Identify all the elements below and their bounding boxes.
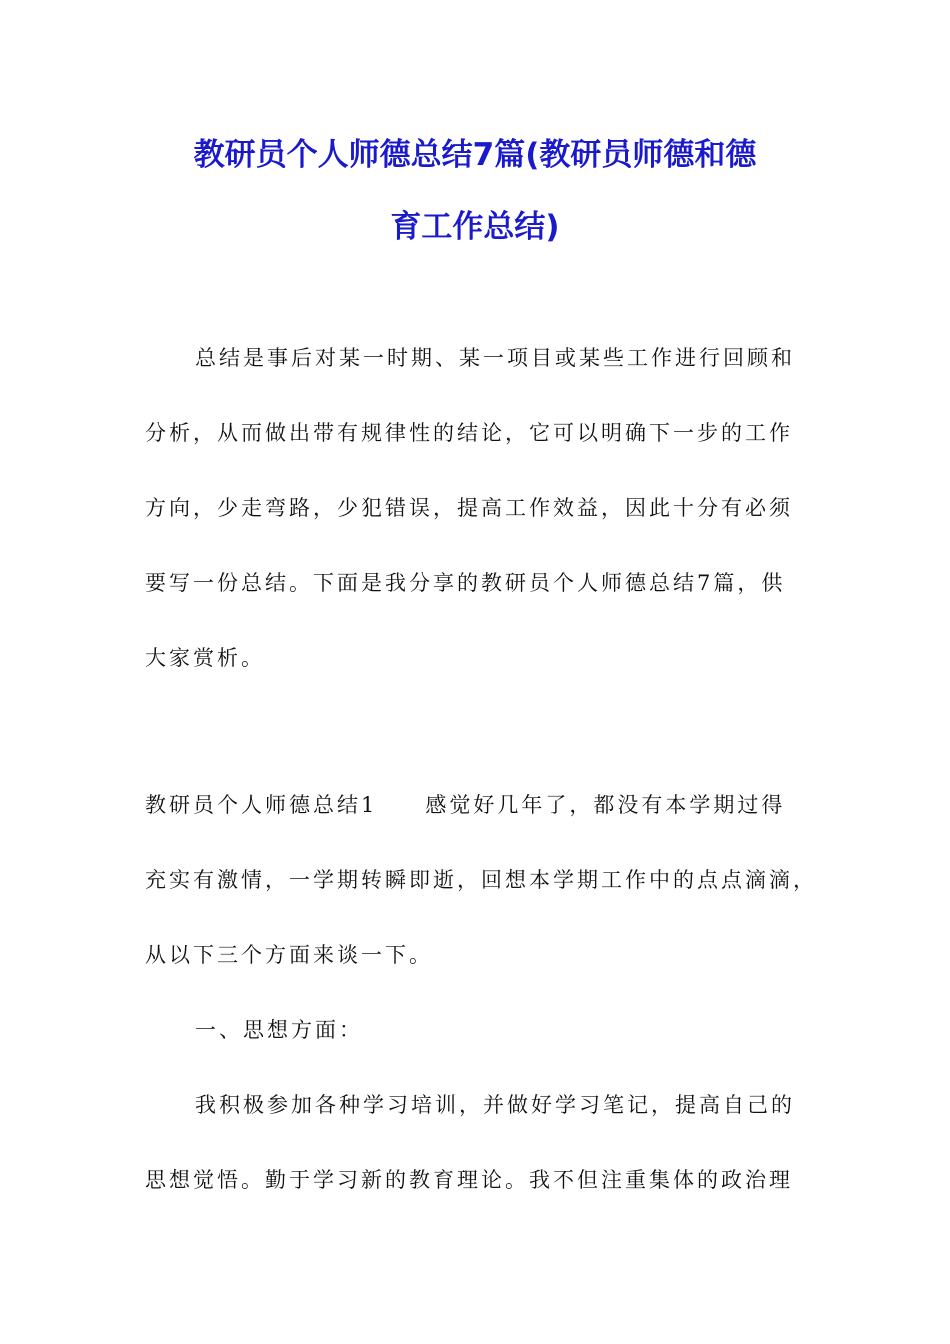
section1-paragraph-line-2: 充实有激情，一学期转瞬即逝，回想本学期工作中的点点滴滴， [145,868,817,892]
subheading-thought: 一、思想方面： [195,1018,363,1042]
section1-heading-line: 教研员个人师德总结1 感觉好几年了，都没有本学期过得 [145,793,786,817]
intro-paragraph-line-5: 大家赏析。 [145,646,265,670]
intro-paragraph-line-2: 分析，从而做出带有规律性的结论，它可以明确下一步的工作 [145,421,793,445]
thought-paragraph-line-2: 思想觉悟。勤于学习新的教育理论。我不但注重集体的政治理 [145,1168,793,1192]
section1-paragraph-line-3: 从以下三个方面来谈一下。 [145,943,433,967]
document-title-line-1: 教研员个人师德总结7篇(教研员师德和德 [193,137,757,173]
intro-paragraph-line-3: 方向，少走弯路，少犯错误，提高工作效益，因此十分有必须 [145,496,793,520]
document-title-line-2: 育工作总结) [390,209,560,245]
intro-paragraph-line-1: 总结是事后对某一时期、某一项目或某些工作进行回顾和 [195,346,795,370]
intro-paragraph-line-4: 要写一份总结。下面是我分享的教研员个人师德总结7篇，供 [145,571,786,595]
thought-paragraph-line-1: 我积极参加各种学习培训，并做好学习笔记，提高自己的 [195,1093,795,1117]
